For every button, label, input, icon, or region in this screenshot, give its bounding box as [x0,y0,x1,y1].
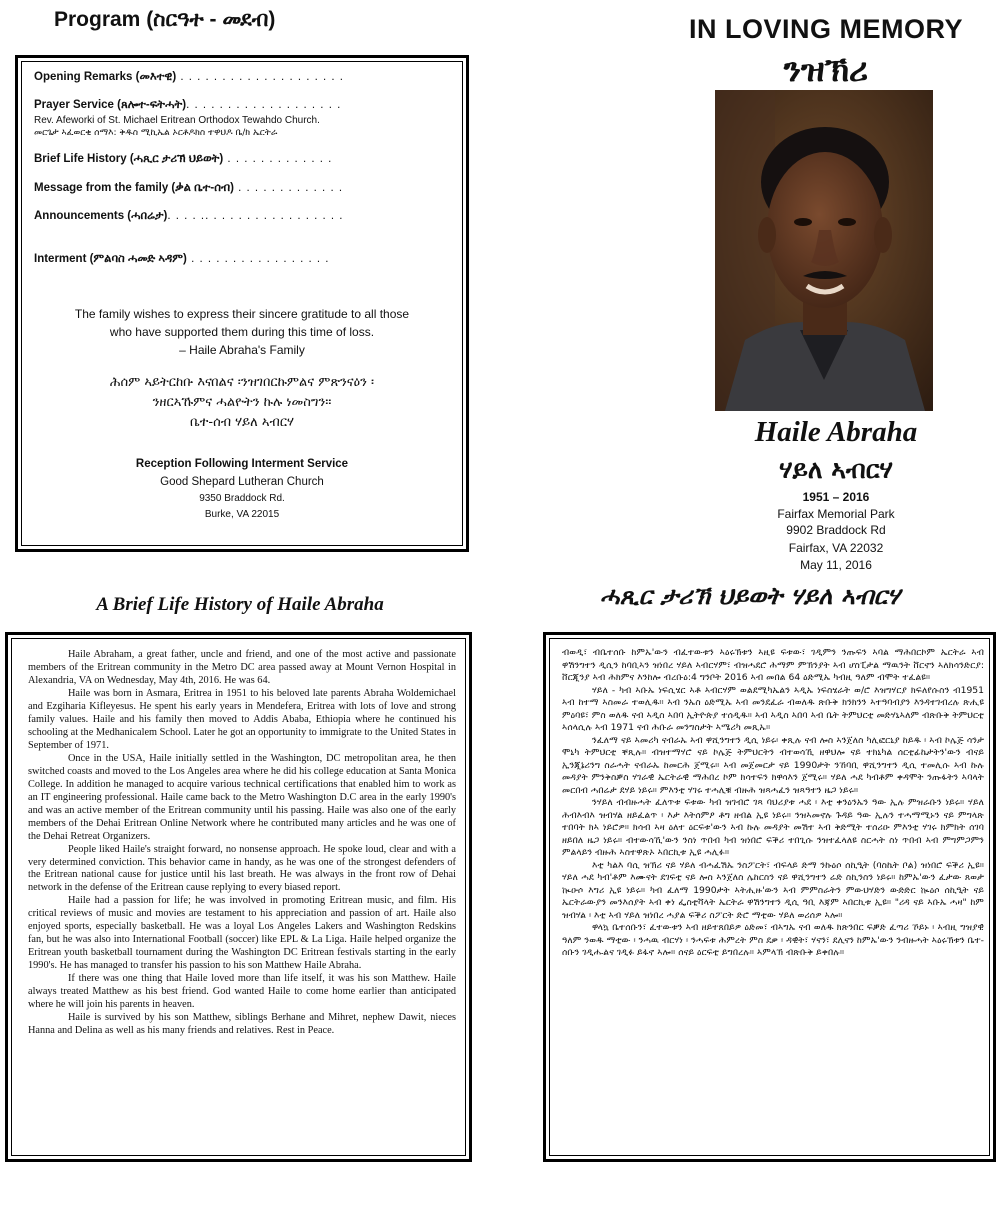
deceased-name-tigrinya: ሃይለ ኣብርሃ [779,455,893,484]
life-history-en-paragraph: Haile had a passion for life; he was involved in promoting Eritrean music, and film. His critical reviews of music and movies are testament to his appreciation and passion of art. Haile also enjoyed sports, especially basketball. He was a loyal Los Angeles Lakers and Washington Redskins fan, but he was also into International Football (soccer) like EPL & La Liga. Haile helped organize the Eritrean youth basketball tournament during the Washington DC Eritrean festivals starting in the early 1990's. He has managed to transfer his passion to his son Matthew Haile Abraha. [28,895,456,972]
life-history-en-paragraph: Once in the USA, Haile initially settled in the Washington, DC metropolitan area, he then switched coasts and moved to the Los Angeles area where he did his college education at Santa Monica College. In addition he managed to acquire various technical certifications that enabled him to work as an IT engineering professional. Haile came back to the Metro Washington D.C area in the early 1990's and was an active member of the Eritrean community until his passing. Haile was also one of the early members of the Dehai Eritrean Online Network where he contributed many articles and he was one of the Dehai Retreat Organizers. [28,752,456,842]
life-history-ti-paragraph: ዋላኳ ቤተሰቡን፣ ፈተውቱን ኣብ ዘይተጸበይዎ ዕድመ፣ ብኣግኡ ናብ ወለዱ ክጽንበር ፍቓድ ፈጣሪ ኾይኑ ፡ ኣብዚ ግዝያዊ ዓለም ንወዱ ማቲው ፡ ንሓዉ ብርሃነ ፡ ንሓፍቱ ሕምረት ምስ ደቃ ፡ ዳዊት፣ ሃናን፣ ደሊናን ከምኡ'ውን ንብዙሓት ኣዕሩኽቱን ቤተ-ሰቡን ገዲሑልና ገዲፉ ይፋኖ ኣሎ። ሰናይ ዕርፍቲ ይግበረሉ። ኣምላኽ ብጽቡቅ ይቀበሉ። [562,922,984,959]
service-date: May 11, 2016 [800,558,872,572]
gratitude-signature: – Haile Abraha's Family [179,343,305,357]
life-history-en-paragraph: If there was one thing that Haile loved more than life itself, it was his son Matthew. Haile always treated Matthew as his best friend. God wanted Haile to come home earlier than anticipated where he will join his parents in heaven. [28,973,456,1011]
prayer-officiant-ti: መርጌታ ኣፈወርቂ ሰማእ: ቅዱስ ሚኪኤል ኦርቶዶክስ ተዋህዶ ቤ/ክ ኤርትራ [34,128,278,138]
life-history-ti-panel [543,632,996,1162]
cemetery-address: 9902 Braddock Rd [786,523,886,537]
program-title: Program (ስርዓተ - መደብ) [54,8,276,31]
program-item-prayer-service: Prayer Service (ጸሎተ-ፍትሓት). . . . . . . . . . . . . . . . . . . [34,99,342,111]
program-inner-border [21,61,463,546]
life-history-en-paragraph: People liked Haile's straight forward, no nonsense approach. He spoke loud, clear and with a very determined conviction. This behavior came in handy, as he was one of the strongest defenders of the Eritrean national cause for justice until his last breath. He was always in the front row of Dehai network in the defense of the Eritrean cause replying to every biased report. [28,843,456,894]
life-years: 1951 – 2016 [802,490,870,504]
life-history-en-text [28,649,456,1038]
brief-history-title-en: A Brief Life History of Haile Abraha [96,594,384,615]
life-history-ti-paragraph: እቲ ካልእ ባሲ ዝኽሪ ናይ ሃይለ ብሓፈሽኡ ንስፖርት፣ ብፍላይ ድማ ንኩዕሶ ሰኪዒት (ባስኬት ቦል) ዝነበሮ ፍቕሪ ኢዩ። ሃይለ ሓደ ካብ'ቶም እሙናት ደገፍቲ ናይ ሎስ ኣንጀለስ ሌከርስን ናይ ዋሺንግተን ሬድ ስኪንስን ነይሩ። ከምኡ'ውን ፈታው ጸወታ ኲዑሶ እግሪ ኢዩ ነይሩ። ካብ ፈለማ 1990ታት ኣትሒዙ'ውን ኣብ ምምስራትን ምውህሃድን ውድድር ኲዕሶ ሰኪዒት ናይ ኤርትራውያን መንእሰያት ኣብ ቀነ ፌስቲቫላት ኤርትራ ዋሽንግተን ዲሲ ዓቢ እጃም ኣበርኪቱ ኢዩ። "ሪዳ ናይ ኣቡኡ ሓዛ" ከም ዝብሃል ፡ እቲ ኣብ ሃይለ ዝነበረ ሓያል ፍቕሪ ስፖርት ድሮ ማቲው ሃይለ ወሪሰዎ ኣሎ። [562,859,984,921]
program-item-interment: Interment (ምልባስ ሓመድ ኣዳም) . . . . . . . . . . . . . . . . . [34,253,330,265]
gratitude-ti-line-1: ሕሰም ኣይትርከቡ እናበልና ፡ንዝገበርኩምልና ምጽንናዕን ፡ [109,375,375,390]
reception-address: 9350 Braddock Rd. [199,493,285,504]
reception-title: Reception Following Interment Service [135,458,349,470]
gratitude-ti-line-2: ንዘርኣኹምና ሓልዮትን ኩሉ ነመስግን። [152,395,332,410]
life-history-en-paragraph: Haile is survived by his son Matthew, siblings Berhane and Mihret, nephew Dawit, nieces Hanna and Delina as well as his many friends and relatives. Rest in Peace. [28,1012,456,1037]
gratitude-en-line-1: The family wishes to express their sincere gratitude to all those [74,307,410,321]
program-item-family-message: Message from the family (ቃል ቤተ-ሰብ) . . . . . . . . . . . . . [34,182,344,194]
life-history-en-inner-border [11,638,466,1156]
life-history-ti-paragraph: ብወዲ፣ ብቤተሰቡ ከምኡ'ውን ብፈተውቱን ኣዕሩኽቱን ኣዚዩ ፍቱው፣ ገዲምን ንጡፍን ኣባል ማሕበርኮም ኤርትራ ኣብ ዋሽንግተን ዲሲን ከባቢኣን ዝነበረ ሃይለ ኣብርሃም፣ ብዝሓደሮ ሕማም ምኽንያት ኣብ ሆስፒታል ማዉንት ቨርኖን ኣለክሳንድርያ: ቨርጂንያ ኣብ ሕክምና እንከሎ ብረቡዕ:4 ግንቦት 2016 ኣብ መበል 64 ዕድሚኡ ካብዚ ዓለም ብሞት ተፈልዩ። [562,647,984,684]
brief-history-title-ti: ሓጺር ታሪኽ ህይወት ሃይለ ኣብርሃ [600,582,900,610]
memorial-title-tigrinya: ንዝኽሪ [783,50,869,89]
life-history-en-paragraph: Haile Abraham, a great father, uncle and friend, and one of the most active and passionate members of the Eritrean community in the Metro DC area passed away at Mount Vernon Hospital in Alexandria, VA on Wednesday, May 4th, 2016. He was 64. [28,649,456,686]
program-item-brief-life-history: Brief Life History (ሓጺር ታሪኽ ህይወት) . . . . . . . . . . . . . [34,153,333,165]
cemetery-name: Fairfax Memorial Park [777,507,895,521]
cemetery-city: Fairfax, VA 22032 [788,541,884,555]
reception-place: Good Shepard Lutheran Church [160,476,324,488]
gratitude-en-line-2: who have supported them during this time of loss. [109,325,375,339]
life-history-ti-text [562,647,984,960]
prayer-officiant-en: Rev. Afeworki of St. Michael Eritrean Orthodox Tewahdo Church. [34,115,320,126]
program-item-opening-remarks: Opening Remarks (መእተዊ) . . . . . . . . . . . . . . . . . . . . [34,71,344,83]
gratitude-ti-line-3: ቤተ-ሰብ ሃይለ ኣብርሃ [190,415,294,430]
portrait-photo [715,90,933,411]
life-history-ti-inner-border [549,638,990,1156]
program-item-announcements: Announcements (ሓበሬታ). . . . .. . . . . . . . . . . . . . . . . [34,210,344,222]
life-history-en-panel [5,632,472,1162]
reception-city: Burke, VA 22015 [204,509,280,520]
life-history-ti-paragraph: ሃይለ - ካብ ኣቡኡ ነፍሲሄር ኣቶ ኣብርሃም ወልደሚካኤልን ኣዲኡ ነፍስሄራት ወ/ሮ እዝግሃርያ ክፍለየሱስን ብ1951 ኣብ ከተማ ኣስመራ ተወሊዱ። ኣብ ንኡስ ዕድሚኡ ኣብ መንደፈራ ብወለዱ ጽቡቅ ክንክንን ኣተዓባብያን እንዳተገብረሉ ጽሒዩ ምዕባዩ፣ ምስ ወለዱ ናብ ኣዲስ ኣበባ ኢትዮጵያ ተሰዲዱ። ኣብ ኣዲስ ኣበባ ኣብ ቤት ትምህርቲ መድሃኒኣለም ብጽቡቅ ትምህርቲ ኣሰላሲሉ ኣብ 1971 ናብ ሕቡራ መንግስታት ኣሜሪካ መጺኡ። [562,684,984,734]
life-history-ti-paragraph: ንፈለማ ናይ ኣመሪካ ናብራኡ ኣብ ዋሺንግተን ዲሲ ነይሩ፡ ቀጺሉ ናብ ሎስ ኣንጀለስ ካሊፎርኒያ ከይዱ ፡ ኣብ ኮሌጅ ሳንታ ሞኒካ ትምህርቲ ቐጺሉ። ብዝተማሃሮ ናይ ኮሌጅ ትምህርትን ብተወሳኺ ዘዋህሎ ናይ ተክኒካል ሰርቲፊኬታትን'ውን ብናይ ኢንጂኔሪንግ ስራሓት ናብራኡ ከመርሕ ጀሚሩ። ኣብ መጀመርታ ናይ 1990ታት ንኸባቢ ዋሺንግተን ዲሲ ተመሊሱ ኣብ ኩሉ መዳያት ምንቅስቓስ ሃገራዊ ኤርትራዊ ማሕበረ ኮም ክሳተፍን ክዋሳእን ጀሚሩ። ሃይለ ሓደ ካብቶም ቀዳሞት ንጡፋትን ኣባላት መርበብ ሓበሬታ ደሃይ ነይሩ። ምእንቲ ሃገሩ ተሓሊቑ ብዙሕ ዝጻሓፈን ዝጻዓተን ዜጋ ነይሩ። [562,734,984,796]
program-panel [15,55,469,552]
memorial-title: IN LOVING MEMORY [688,14,963,44]
life-history-ti-paragraph: ንሃይለ ብብዙሓት ፈለጥቱ ፍቱው ካብ ዝገብሮ ገጻ ባህሪያቱ ሓደ ፡ እቲ ቀንዕንኡን ዓው ኢሉ ምዝራቡን ነይሩ። ሃይለ ሕብእብእ ዝብሃል ዘይፈልጥ ፡ እታ እትሰምዖ ቶግ ዘብል ኢዩ ነይሩ። ንዝኣመኖሉ ጉዳይ ዓው ኢሉን ተሓማሚኑን ናይ ምግላጽ ተበባት ክኣ ነይሮዎ። ክሳብ ኣዛ ዕለተ ዕርፍቱ'ውን ኣብ ኩሉ መዳያት መሽተ ኣብ ቅድሚት ተሰሪዑ ምእንቲ ሃገሩ ክምክት ሰገባ ዘይበለ ዜጋ ነይሩ። ብተውሳኺ'ውን ንስነ ጥበብ ካብ ዝነበሮ ፍቕሪ ተበጊሱ ንዝተፈላለዩ ስርሓት ስነ ጥበብ ኣብ ምግምጋምን ምልላይን ብዙሕ ኣስተዋጽኦ ኣበርኪቱ ኢዩ ሓሊፉ። [562,797,984,859]
deceased-name-english: Haile Abraha [754,416,918,448]
life-history-en-paragraph: Haile was born in Asmara, Eritrea in 1951 to his beloved late parents Abraha Woldemichael and Ezgiharia Kifleyesus. He spent his early years in Mendefera, Eritrea with lots of love and strong family values. Haile and his family then moved to Addis Ababa, Ethiopia where he continued his schooling at the Medhanicalem School. Later he got an opportunity to immigrate to the United States in September of 1971. [28,687,456,751]
